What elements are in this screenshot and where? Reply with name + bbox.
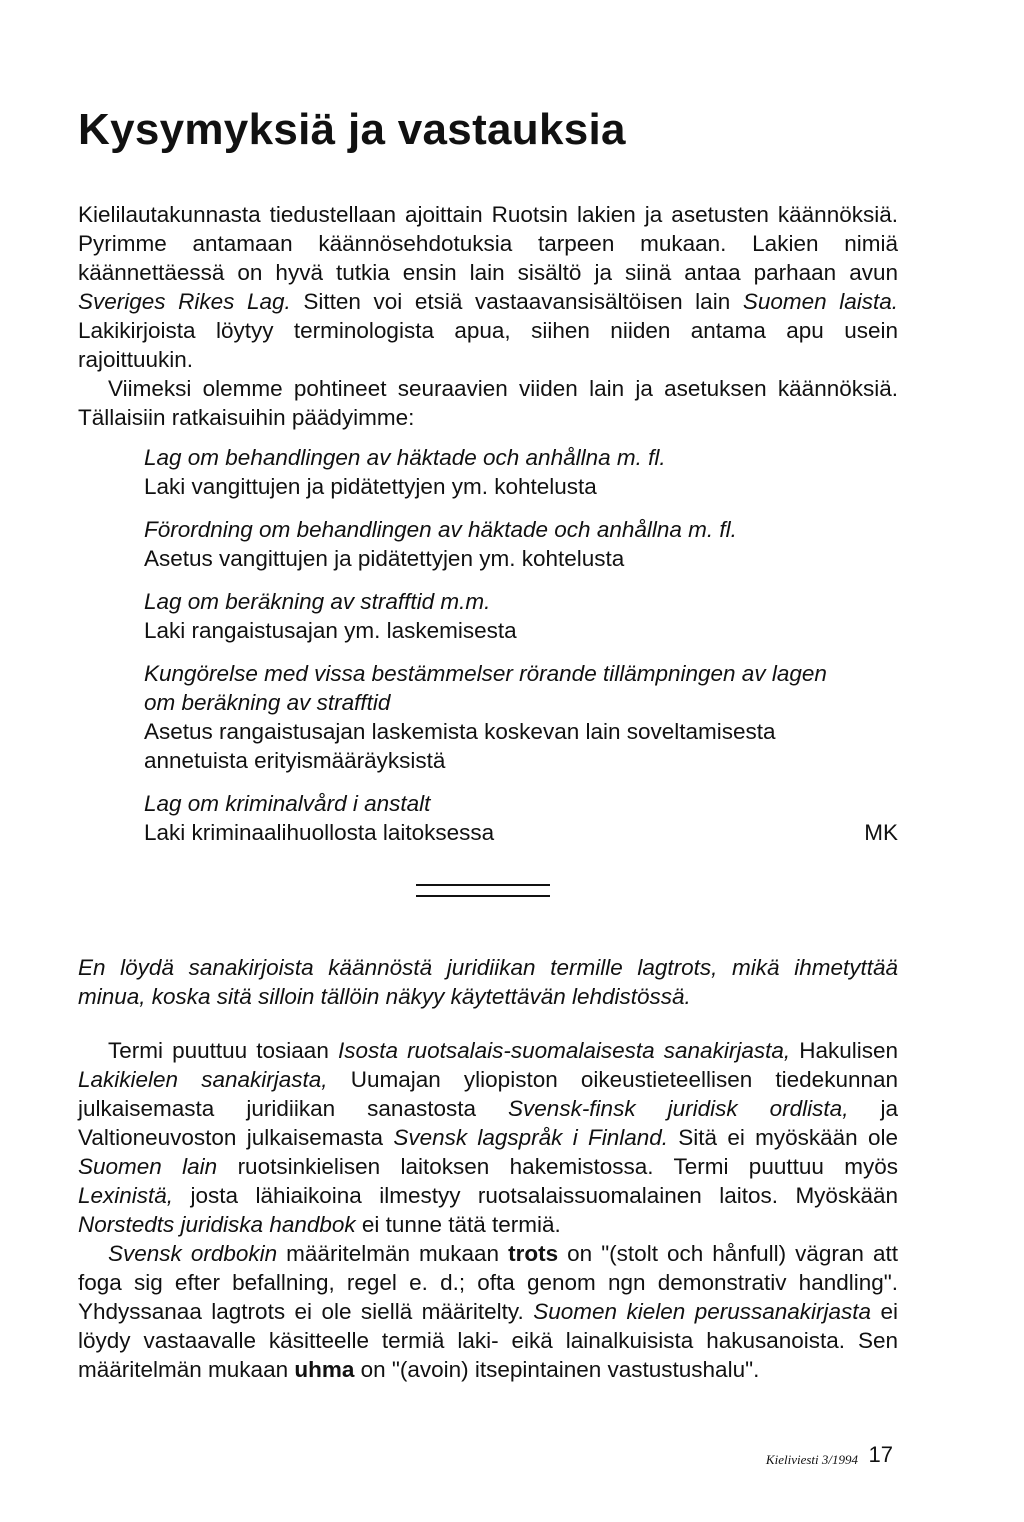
italic-title: Isosta ruotsalais-suomalaisesta sanakirjasta, bbox=[337, 1038, 791, 1063]
italic-title: Svensk ordbokin bbox=[108, 1241, 278, 1266]
reader-question: En löydä sanakirjoista käännöstä juridiikan termille lagtrots, mikä ihmetyttää minua, koska sitä silloin tällöin näkyy käytettävän lehdistössä. bbox=[78, 955, 898, 1009]
law-translation-list bbox=[144, 443, 898, 861]
text-run: ruotsinkielisen laitoksen hakemistossa. Termi puuttuu myös bbox=[217, 1154, 898, 1179]
text-run: ei löydy vastaavalle käsitteelle termiä laki- eikä lainalkuisista hakusanoista. Sen määritelmän mukaan bbox=[78, 1299, 899, 1382]
italic-title: Lexinistä, bbox=[78, 1183, 174, 1208]
journal-issue: Kieliviesti 3/1994 bbox=[765, 1452, 858, 1467]
text-run: on "(avoin) itsepintainen vastustushalu". bbox=[354, 1357, 760, 1382]
text-run: on "(stolt och hånfull) vägran att foga sig efter befallning, regel e. d.; ofta genom ngn demonstrativ handling". Yhdyssanaa lagtrots ei ole siellä määritelty. bbox=[78, 1241, 898, 1324]
finnish-law-name: Asetus vangittujen ja pidätettyjen ym. kohtelusta bbox=[144, 546, 625, 571]
italic-title: Svensk lagspråk i Finland. bbox=[393, 1125, 669, 1150]
bold-term: uhma bbox=[294, 1357, 355, 1382]
law-entry bbox=[144, 659, 898, 775]
answer-section bbox=[78, 1036, 898, 1384]
finnish-law-name: Asetus rangaistusajan laskemista koskevan lain soveltamisesta annetuista erityismääräyksistä bbox=[144, 719, 776, 773]
text-run: Hakulisen bbox=[790, 1038, 898, 1063]
law-entry bbox=[144, 789, 898, 847]
text-run: Lakikirjoista löytyy terminologista apua, siihen niiden antama apu usein rajoittuukin. bbox=[78, 318, 898, 372]
answer-paragraph-2 bbox=[78, 1239, 898, 1384]
finnish-law-name: Laki rangaistusajan ym. laskemisesta bbox=[144, 618, 517, 643]
page-title: Kysymyksiä ja vastauksia bbox=[78, 105, 626, 154]
text-run: Sitä ei myöskään ole bbox=[668, 1125, 898, 1150]
author-signature: MK bbox=[864, 820, 898, 845]
swedish-law-name: Lag om behandlingen av häktade och anhållna m. fl. bbox=[144, 445, 666, 470]
finnish-law-name: Laki kriminaalihuollosta laitoksessa bbox=[144, 820, 495, 845]
intro-paragraph-1 bbox=[78, 200, 898, 374]
italic-title: Svensk-finsk juridisk ordlista, bbox=[508, 1096, 849, 1121]
text-run: Termi puuttuu tosiaan bbox=[108, 1038, 338, 1063]
text-run: ja Valtioneuvoston julkaisemasta bbox=[78, 1096, 899, 1150]
section-divider bbox=[416, 884, 550, 897]
swedish-law-name: Lag om kriminalvård i anstalt bbox=[144, 791, 431, 816]
page-number: 17 bbox=[868, 1442, 893, 1467]
intro-section bbox=[78, 200, 898, 432]
italic-title: Sveriges Rikes Lag. bbox=[78, 289, 291, 314]
text-run: josta lähiaikoina ilmestyy ruotsalaissuomalainen laitos. Myöskään bbox=[173, 1183, 898, 1208]
italic-title: Suomen kielen perussanakirjasta bbox=[533, 1299, 872, 1324]
finnish-law-name: Laki vangittujen ja pidätettyjen ym. kohtelusta bbox=[144, 474, 597, 499]
law-entry bbox=[144, 515, 898, 573]
intro-paragraph-2: Viimeksi olemme pohtineet seuraavien viiden lain ja asetuksen käännöksiä. Tällaisiin ratkaisuihin päädyimme: bbox=[78, 376, 898, 430]
italic-title: Norstedts juridiska handbok bbox=[78, 1212, 356, 1237]
swedish-law-name: Kungörelse med vissa bestämmelser rörande tillämpningen av lagen om beräkning av strafftid bbox=[144, 661, 827, 715]
text-run: Kielilautakunnasta tiedustellaan ajoittain Ruotsin lakien ja asetusten käännöksiä. Pyrimme antamaan käännösehdotuksia tarpeen mukaan. Lakien nimiä käännettäessä on hyvä tutkia ensin lain sisältö ja siinä antaa parhaan avun bbox=[78, 202, 898, 285]
text-run: määritelmän mukaan bbox=[277, 1241, 509, 1266]
answer-paragraph-1 bbox=[78, 1036, 898, 1239]
law-entry bbox=[144, 443, 898, 501]
bold-term: trots bbox=[508, 1241, 559, 1266]
swedish-law-name: Förordning om behandlingen av häktade och anhållna m. fl. bbox=[144, 517, 737, 542]
italic-title: Lakikielen sanakirjasta, bbox=[78, 1067, 328, 1092]
italic-title: Suomen lain bbox=[78, 1154, 218, 1179]
text-run: Uumajan yliopiston oikeustieteellisen tiedekunnan julkaisemasta juridiikan sanastosta bbox=[78, 1067, 899, 1121]
swedish-law-name: Lag om beräkning av strafftid m.m. bbox=[144, 589, 491, 614]
page-footer bbox=[708, 1442, 898, 1472]
text-run: ei tunne tätä termiä. bbox=[355, 1212, 561, 1237]
italic-title: Suomen laista. bbox=[742, 289, 898, 314]
text-run: Sitten voi etsiä vastaavansisältöisen lain bbox=[290, 289, 743, 314]
law-entry bbox=[144, 587, 898, 645]
